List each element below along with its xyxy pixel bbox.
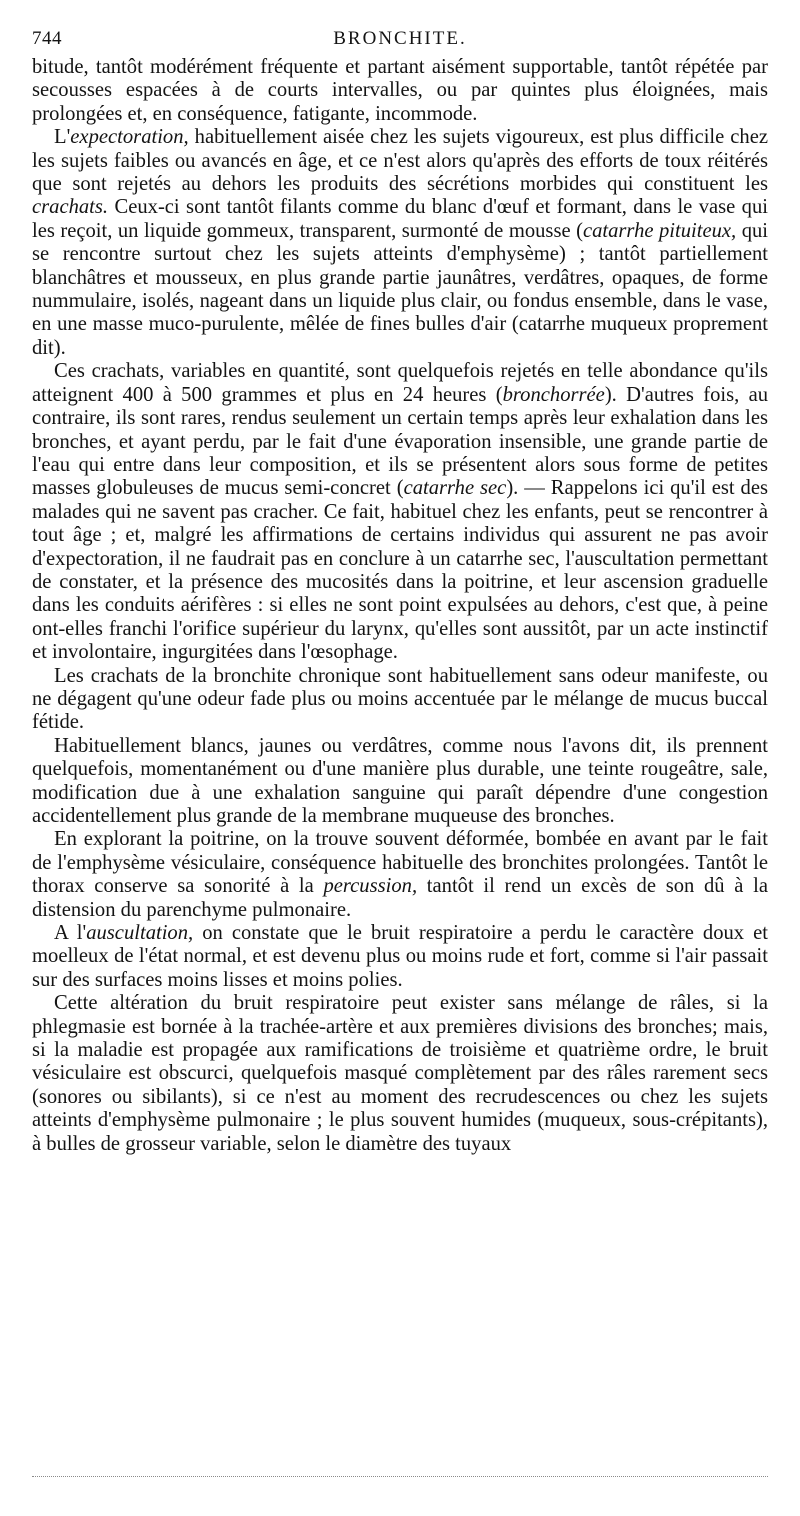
text-run: Cette altération du bruit respiratoire peut exister sans mélange de râles, si la phlegmasie est bornée à la trachée-artère et aux premières divisions des bronches; mais, si la maladie est propagée aux ramifications de troisième et quatrième ordre, le bruit vésiculaire est obscurci, quelquefois masqué complètement par des râles rarement secs (sonores ou sibilants), si ce n'est au moment des recrudescences ou chez les sujets atteints d'emphysème pulmonaire ; le plus souvent humides (muqueux, sous-crépitants), à bulles de grosseur variable, selon le diamètre des tuyaux bbox=[32, 992, 768, 1155]
book-page bbox=[32, 22, 768, 1156]
paragraph bbox=[32, 126, 768, 360]
footer-rule bbox=[32, 1476, 768, 1477]
body-text bbox=[32, 56, 768, 1156]
text-run: L' bbox=[54, 126, 71, 149]
italic-term: catarrhe pituiteux, bbox=[582, 219, 737, 242]
text-run: Ceux-ci sont tantôt filants comme du blanc d'œuf et formant, dans le vase qui les reçoit, un liquide gommeux, transparent, surmonté de mousse ( bbox=[32, 196, 768, 242]
paragraph bbox=[32, 665, 768, 735]
running-title: BRONCHITE. bbox=[333, 28, 467, 49]
text-run: Les crachats de la bronchite chronique sont habituellement sans odeur manifeste, ou ne dégagent qu'une odeur fade plus ou moins accentuée par le mélange de mucus buccal fétide. bbox=[32, 664, 768, 734]
italic-term: bronchorrée bbox=[502, 383, 605, 406]
text-run: Habituellement blancs, jaunes ou verdâtres, comme nous l'avons dit, ils prennent quelquefois, momentanément ou d'une manière plus durable, une teinte rougeâtre, sale, modification due à une exhalation sanguine qui paraît dépendre d'une congestion accidentellement plus grande de la membrane muqueuse des bronches. bbox=[32, 734, 768, 827]
text-run: habituellement aisée chez les sujets vigoureux, est plus difficile chez les sujets faibles ou avancés en âge, et ce n'est alors qu'après des efforts de toux réitérés que sont rejetés au dehors les produits des sécrétions morbides qui constituent les bbox=[32, 126, 768, 196]
text-run: En explorant la poitrine, on la trouve souvent déformée, bombée en avant par le fait de l'emphysème vésiculaire, conséquence habituelle des bronchites prolongées. Tantôt le thorax conserve sa sonorité à la bbox=[32, 828, 768, 898]
paragraph bbox=[32, 56, 768, 126]
paragraph bbox=[32, 360, 768, 664]
italic-term: crachats. bbox=[32, 196, 109, 219]
page-number: 744 bbox=[32, 28, 62, 49]
text-run: tantôt il rend un excès de son dû à la distension du parenchyme pulmonaire. bbox=[32, 875, 768, 921]
paragraph bbox=[32, 922, 768, 992]
italic-term: auscultation, bbox=[86, 922, 194, 945]
italic-term: percussion, bbox=[323, 875, 418, 898]
italic-term: expectoration, bbox=[70, 126, 189, 149]
text-run: on constate que le bruit respiratoire a perdu le caractère doux et moelleux de l'état normal, et est devenu plus ou moins rude et fort, comme si l'air passait sur des surfaces moins lisses et moins polies. bbox=[32, 922, 768, 991]
text-run: bitude, tantôt modérément fréquente et partant aisément supportable, tantôt répétée par secousses espacées à de courts intervalles, ou par quintes plus éloignées, mais prolongées et, en conséquence, fatigante, incommode. bbox=[32, 56, 768, 125]
text-run: qui se rencontre surtout chez les sujets atteints d'emphysème) ; tantôt partiellement blanchâtres et mousseux, en plus grande partie jaunâtres, verdâtres, opaques, de forme nummulaire, isolés, nageant dans un liquide plus clair, ou fondus ensemble, dans le vase, en une masse muco-purulente, mêlée de fines bulles d'air (catarrhe muqueux proprement dit). bbox=[32, 219, 769, 359]
paragraph bbox=[32, 992, 768, 1156]
paragraph bbox=[32, 828, 768, 922]
text-run: ). — Rappelons ici qu'il est des malades qui ne savent pas cracher. Ce fait, habituel chez les enfants, peut se rencontrer à tout âge ; et, malgré les affirmations de certains individus qui assurent ne pas avoir d'expectoration, il ne faudrait pas en conclure à un catarrhe sec, l'auscultation permettant de constater, et la présence des mucosités dans la poitrine, et leur ascension graduelle dans les conduits aérifères : si elles ne sont point expulsées au dehors, c'est que, à peine ont-elles franchi l'orifice supérieur du larynx, qu'elles sont aussitôt, par un acte instinctif et involontaire, ingurgitées dans l'œsophage. bbox=[32, 477, 769, 664]
paragraph bbox=[32, 735, 768, 829]
italic-term: catarrhe sec bbox=[403, 477, 507, 500]
text-run: Ces crachats, variables en quantité, sont quelquefois rejetés en telle abondance qu'ils atteignent 400 à 500 grammes et plus en 24 heures ( bbox=[32, 360, 768, 406]
text-run: ). D'autres fois, au contraire, ils sont rares, rendus seulement un certain temps après leur exhalation dans les bronches, et ayant perdu, par le fait d'une évaporation insensible, une grande partie de l'eau qui entre dans leur composition, et ils se présentent alors sous forme de petites masses globuleuses de mucus semi-concret ( bbox=[32, 383, 769, 500]
text-run: A l' bbox=[54, 922, 87, 945]
running-head bbox=[32, 22, 768, 56]
